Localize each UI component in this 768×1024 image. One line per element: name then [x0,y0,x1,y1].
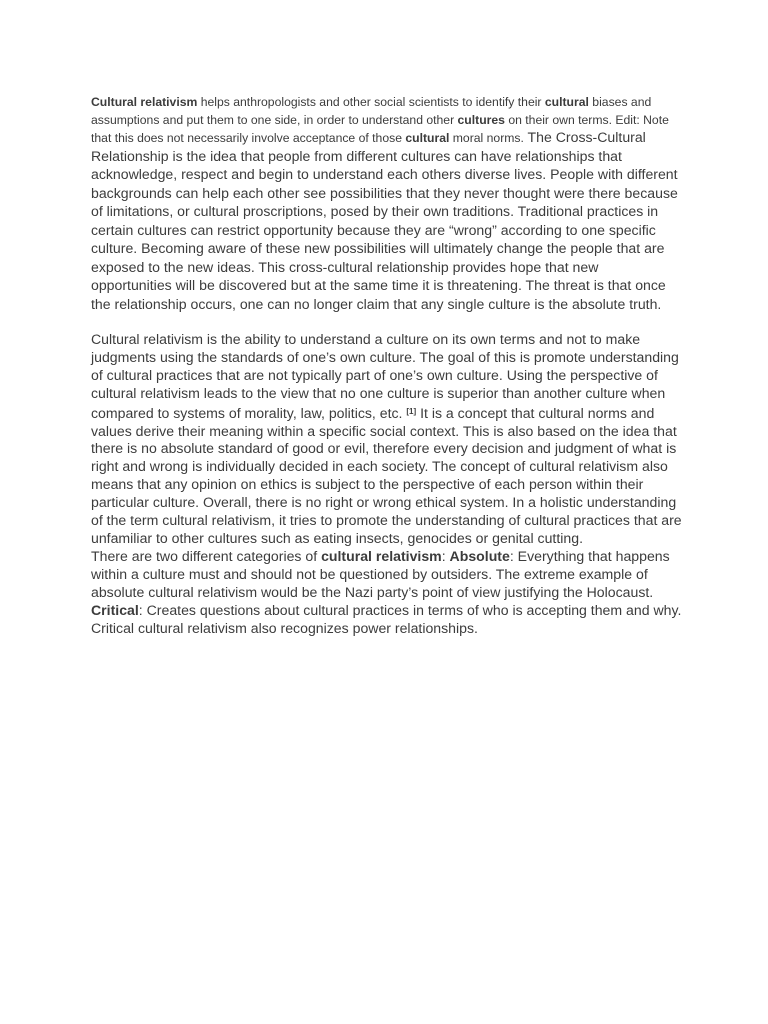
footnote-reference[interactable]: [1] [406,406,417,416]
bold-term: cultural relativism [321,547,442,564]
paragraph-categories [91,548,683,602]
text-span: It is a concept that cultural norms and values derive their meaning within a specific social context. This is also based on the idea that there is no absolute standard of good or evil, therefore every decision and judgment of what is right and wrong is individually decided in each society. The concept of cultural relativism also means that any opinion on ethics is subject to the perspective of each person within their particular culture. Overall, there is no right or wrong ethical system. In a holistic understanding of the term cultural relativism, it tries to promote the understanding of cultural practices that are unfamiliar to other cultures such as eating insects, genocides or genital cutting. [91,404,682,546]
text-span: There are two different categories of [91,547,322,564]
paragraph-gap [91,314,683,331]
text-span: helps anthropologists and other social scientists to identify their [197,95,545,109]
document-body [91,94,683,637]
bold-term: Cultural relativism [91,95,198,109]
text-span: : Everything that happens within a culture must and should not be questioned by outsiders. The extreme example of absolute cultural relativism would be the Nazi party’s point of view justifying the Holocaust. [91,547,670,600]
text-span: Cultural relativism is the ability to understand a culture on its own terms and not to make judgments using the standards of one’s own culture. The goal of this is promote understanding of cultural practices that are not typically part of one’s own culture. Using the perspective of cultural relativism leads to the view that no one culture is superior than another culture when compared to systems of morality, law, politics, etc. [91,331,679,421]
bold-term: cultural [405,131,450,145]
paragraph-critical [91,602,683,638]
bold-term: Absolute [449,547,510,564]
paragraph-definition [91,331,683,548]
text-span: : [441,547,450,564]
text-span-large: The Cross-Cultural Relationship is the idea that people from different cultures can have relationships that acknowledge, respect and begin to understand each others diverse lives. People with different backgrounds can help each other see possibilities that they never thought were there because of limitations, or cultural proscriptions, posed by their own traditions. Traditional practices in certain cultures can restrict opportunity because they are “wrong” according to one specific culture. Becoming aware of these new possibilities will ultimately change the people that are exposed to the new ideas. This cross-cultural relationship provides hope that new opportunities will be discovered but at the same time it is threatening. The threat is that once the relationship occurs, one can no longer claim that any single culture is the absolute truth. [91,129,678,312]
bold-term: cultures [457,112,505,127]
paragraph-intro [91,94,683,314]
text-span: biases and assumptions and put them to one side, in order to understand other [91,95,652,127]
text-span: on their own terms. Edit: Note that this does not necessarily involve acceptance of those [91,112,669,145]
bold-term: cultural [544,95,589,109]
bold-term: Critical [91,601,139,618]
text-span: moral norms. [449,131,524,145]
text-span: : Creates questions about cultural practices in terms of who is accepting them and why. Critical cultural relativism also recognizes power relationships. [91,601,682,636]
